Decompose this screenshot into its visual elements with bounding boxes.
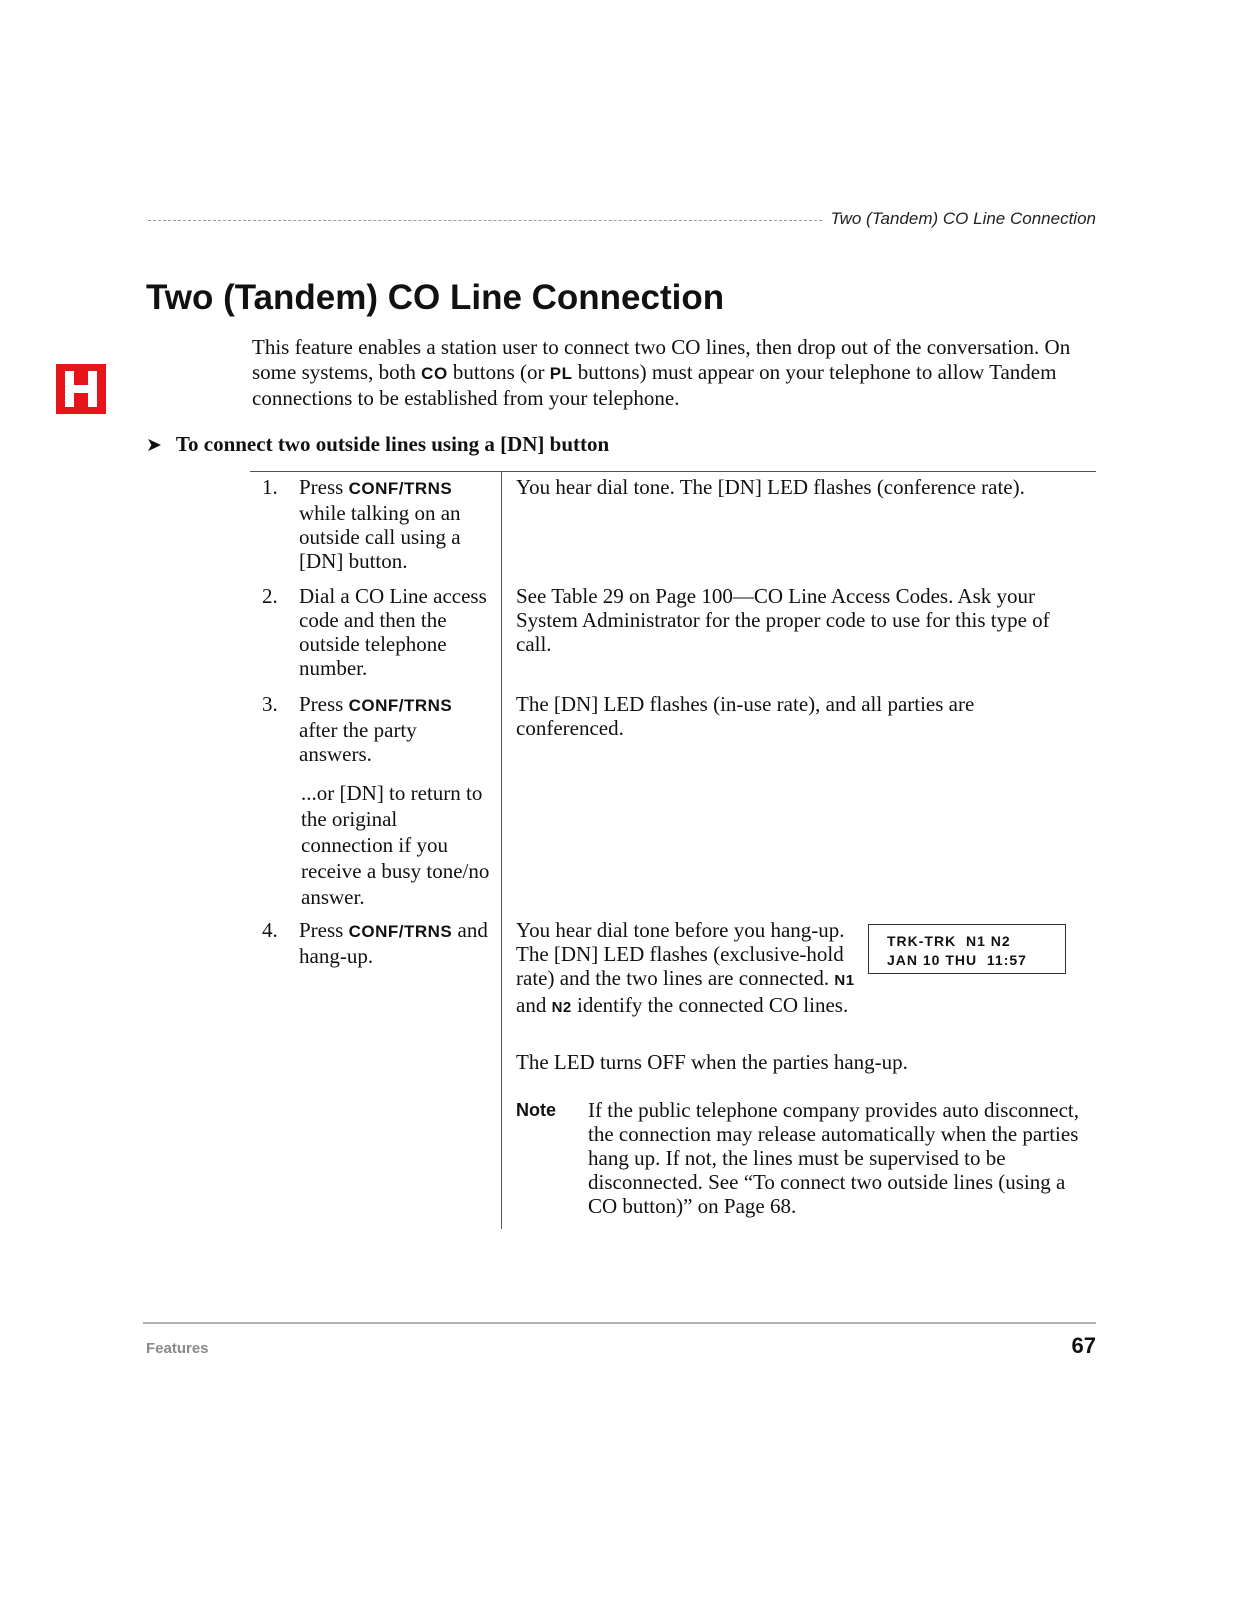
- step-3: [262, 692, 494, 910]
- step-2: [262, 584, 494, 680]
- step-3-response: The [DN] LED flashes (in-use rate), and all parties are conferenced.: [516, 692, 975, 740]
- table-column-divider: [501, 471, 502, 1229]
- step-alternative: ...or [DN] to return to the original connection if you receive a busy tone/no answer.: [301, 781, 490, 909]
- step-2-response: See Table 29 on Page 100—CO Line Access Codes. Ask your System Administrator for the proper code to use for this type of call.: [516, 584, 1050, 656]
- footer-section: Features: [146, 1340, 209, 1357]
- step-4: [262, 918, 494, 968]
- h-section-badge-icon: [56, 364, 106, 414]
- pl-key-label: PL: [549, 363, 573, 383]
- step-4-extra: The LED turns OFF when the parties hang-up.: [516, 1050, 908, 1074]
- lcd-line-1: TRK-TRK N1 N2: [887, 933, 1011, 949]
- step-number: 2.: [262, 584, 278, 608]
- conf-trns-key-label: CONF/TRNS: [348, 922, 453, 941]
- table-top-rule: [250, 471, 1096, 472]
- step-instruction: Press CONF/TRNS after the party answers.: [299, 692, 453, 766]
- arrow-right-icon: ➤: [146, 433, 162, 456]
- lcd-line-2: JAN 10 THU 11:57: [887, 952, 1027, 968]
- step-number: 3.: [262, 692, 278, 716]
- n2-label: N2: [551, 999, 572, 1016]
- running-header-title: Two (Tandem) CO Line Connection: [830, 209, 1096, 228]
- telephone-lcd-display: [868, 924, 1066, 974]
- note-label: Note: [516, 1100, 556, 1120]
- procedure-heading-text: To connect two outside lines using a [DN] button: [175, 432, 610, 456]
- step-number: 1.: [262, 475, 278, 499]
- step-number: 4.: [262, 918, 278, 942]
- step-instruction: Press CONF/TRNS while talking on an outside call using a [DN] button.: [299, 475, 461, 573]
- intro-paragraph: This feature enables a station user to connect two CO lines, then drop out of the conversation. On some systems, both CO buttons (or PL buttons) must appear on your telephone to allow Tandem connections to be established from your telephone.: [252, 335, 1071, 410]
- step-1-response: You hear dial tone. The [DN] LED flashes (conference rate).: [516, 475, 1025, 499]
- step-1: [262, 475, 494, 573]
- step-instruction: Press CONF/TRNS and hang-up.: [299, 918, 488, 968]
- page-number: 67: [1071, 1333, 1096, 1358]
- header-dashed-rule: [148, 220, 822, 221]
- note-text: If the public telephone company provides auto disconnect, the connection may release automatically when the parties hang up. If not, the lines must be supervised to be disconnected. See “To connect two outside lines (using a CO button)” on Page 68.: [588, 1098, 1080, 1218]
- step-4-response: You hear dial tone before you hang-up. The [DN] LED flashes (exclusive-hold rate) and the two lines are connected. N1 and N2 identify the connected CO lines.: [516, 918, 855, 1017]
- conf-trns-key-label: CONF/TRNS: [348, 479, 453, 498]
- procedure-heading: [146, 432, 609, 457]
- page-title: Two (Tandem) CO Line Connection: [146, 278, 725, 317]
- footer-rule: [143, 1322, 1096, 1324]
- co-key-label: CO: [421, 363, 448, 383]
- step-instruction: Dial a CO Line access code and then the outside telephone number.: [299, 584, 487, 680]
- n1-label: N1: [834, 972, 855, 989]
- running-header: [148, 208, 1096, 230]
- conf-trns-key-label: CONF/TRNS: [348, 696, 453, 715]
